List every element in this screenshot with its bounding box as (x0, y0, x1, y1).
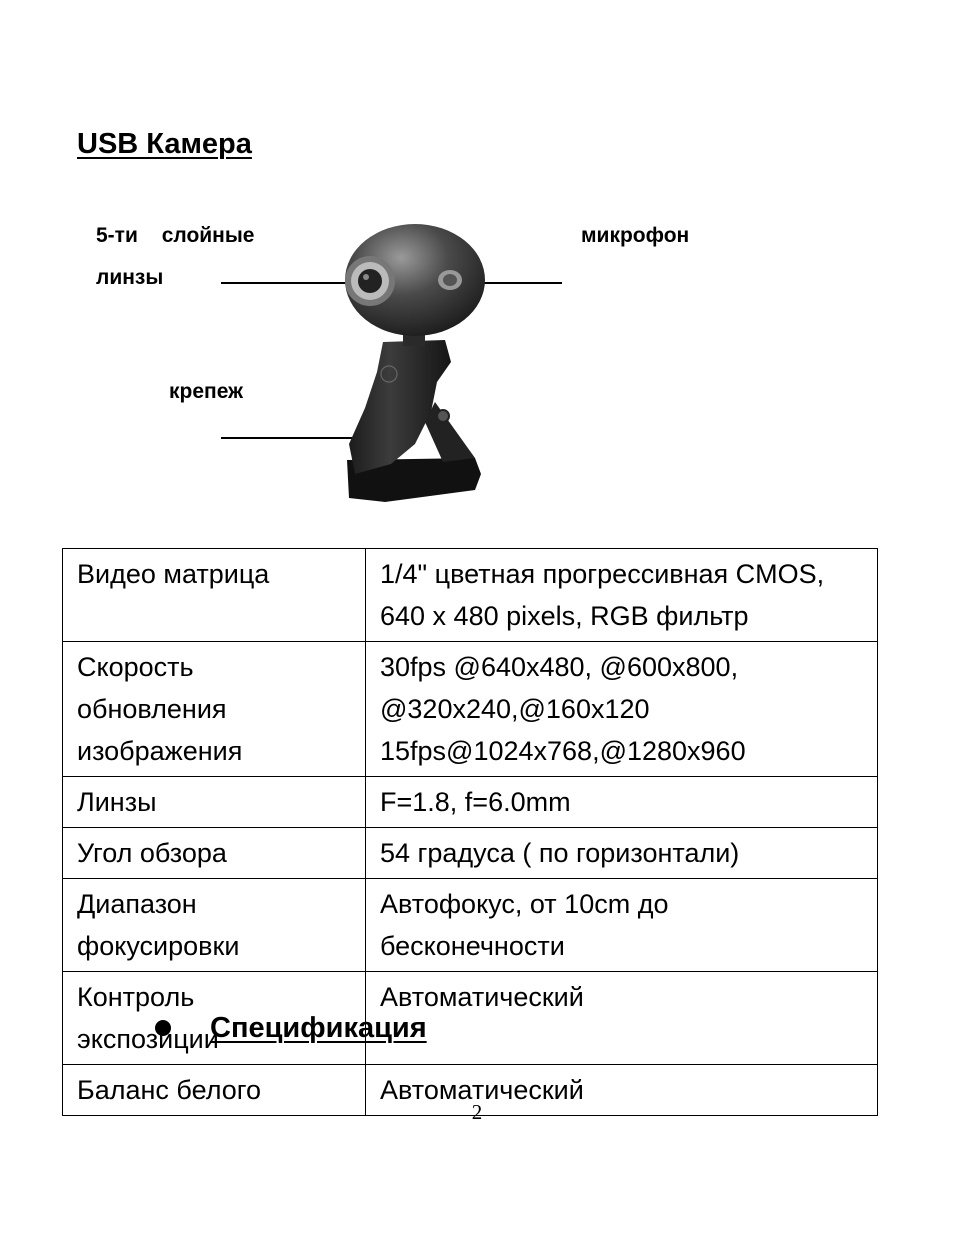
table-row (63, 972, 878, 1065)
webcam-image (325, 212, 505, 504)
spec-value-cell-line: 640 x 480 pixels, RGB фильтр (380, 601, 749, 631)
page-title: USB Камера (77, 128, 252, 160)
table-row (63, 777, 878, 828)
spec-value-cell (366, 972, 878, 1065)
spec-value-cell (366, 828, 878, 879)
spec-name-cell-line: Линзы (77, 787, 157, 817)
spec-name-cell-line: изображения (77, 736, 243, 766)
lens-label-line1: 5-ти слойные (96, 224, 255, 247)
mount-label: крепеж (169, 380, 243, 403)
spec-value-cell-line: @320x240,@160x120 (380, 694, 650, 724)
spec-name-cell-line: Диапазон (77, 889, 197, 919)
spec-name-cell-line: экспозиции (77, 1024, 219, 1054)
spec-name-cell (63, 642, 366, 777)
table-row (63, 549, 878, 642)
microphone-label: микрофон (581, 224, 690, 247)
spec-value-cell-line: бесконечности (380, 931, 565, 961)
spec-value-cell (366, 777, 878, 828)
spec-name-cell-line: Баланс белого (77, 1075, 262, 1105)
spec-value-cell-line: 54 градуса ( по горизонтали) (380, 838, 740, 868)
table-row (63, 642, 878, 777)
spec-name-cell (63, 549, 366, 642)
spec-value-cell-line: 15fps@1024x768,@1280x960 (380, 736, 746, 766)
spec-name-cell-line: обновления (77, 694, 227, 724)
spec-name-cell-line: Скорость (77, 652, 194, 682)
spec-heading: Спецификация (210, 1012, 427, 1044)
spec-value-cell-line: Автоматический (380, 1075, 584, 1105)
spec-value-cell-line: 30fps @640x480, @600x800, (380, 652, 739, 682)
lens-label-line2: линзы (96, 266, 164, 289)
spec-table (62, 548, 878, 1116)
spec-value-cell-line: Автоматический (380, 982, 584, 1012)
spec-value-cell-line: Автофокус, от 10cm до (380, 889, 669, 919)
spec-name-cell (63, 972, 366, 1065)
table-row (63, 828, 878, 879)
spec-name-cell (63, 879, 366, 972)
spec-name-cell-line: фокусировки (77, 931, 240, 961)
spec-value-cell (366, 879, 878, 972)
spec-name-cell (63, 777, 366, 828)
spec-name-cell (63, 828, 366, 879)
spec-value-cell-line: F=1.8, f=6.0mm (380, 787, 571, 817)
spec-name-cell-line: Контроль (77, 982, 195, 1012)
page-number: 2 (471, 1100, 483, 1124)
spec-value-cell (366, 642, 878, 777)
spec-name-cell-line: Угол обзора (77, 838, 227, 868)
spec-value-cell-line: 1/4" цветная прогрессивная CMOS, (380, 559, 825, 589)
spec-name-cell-line: Видео матрица (77, 559, 270, 589)
spec-value-cell (366, 549, 878, 642)
table-row (63, 879, 878, 972)
